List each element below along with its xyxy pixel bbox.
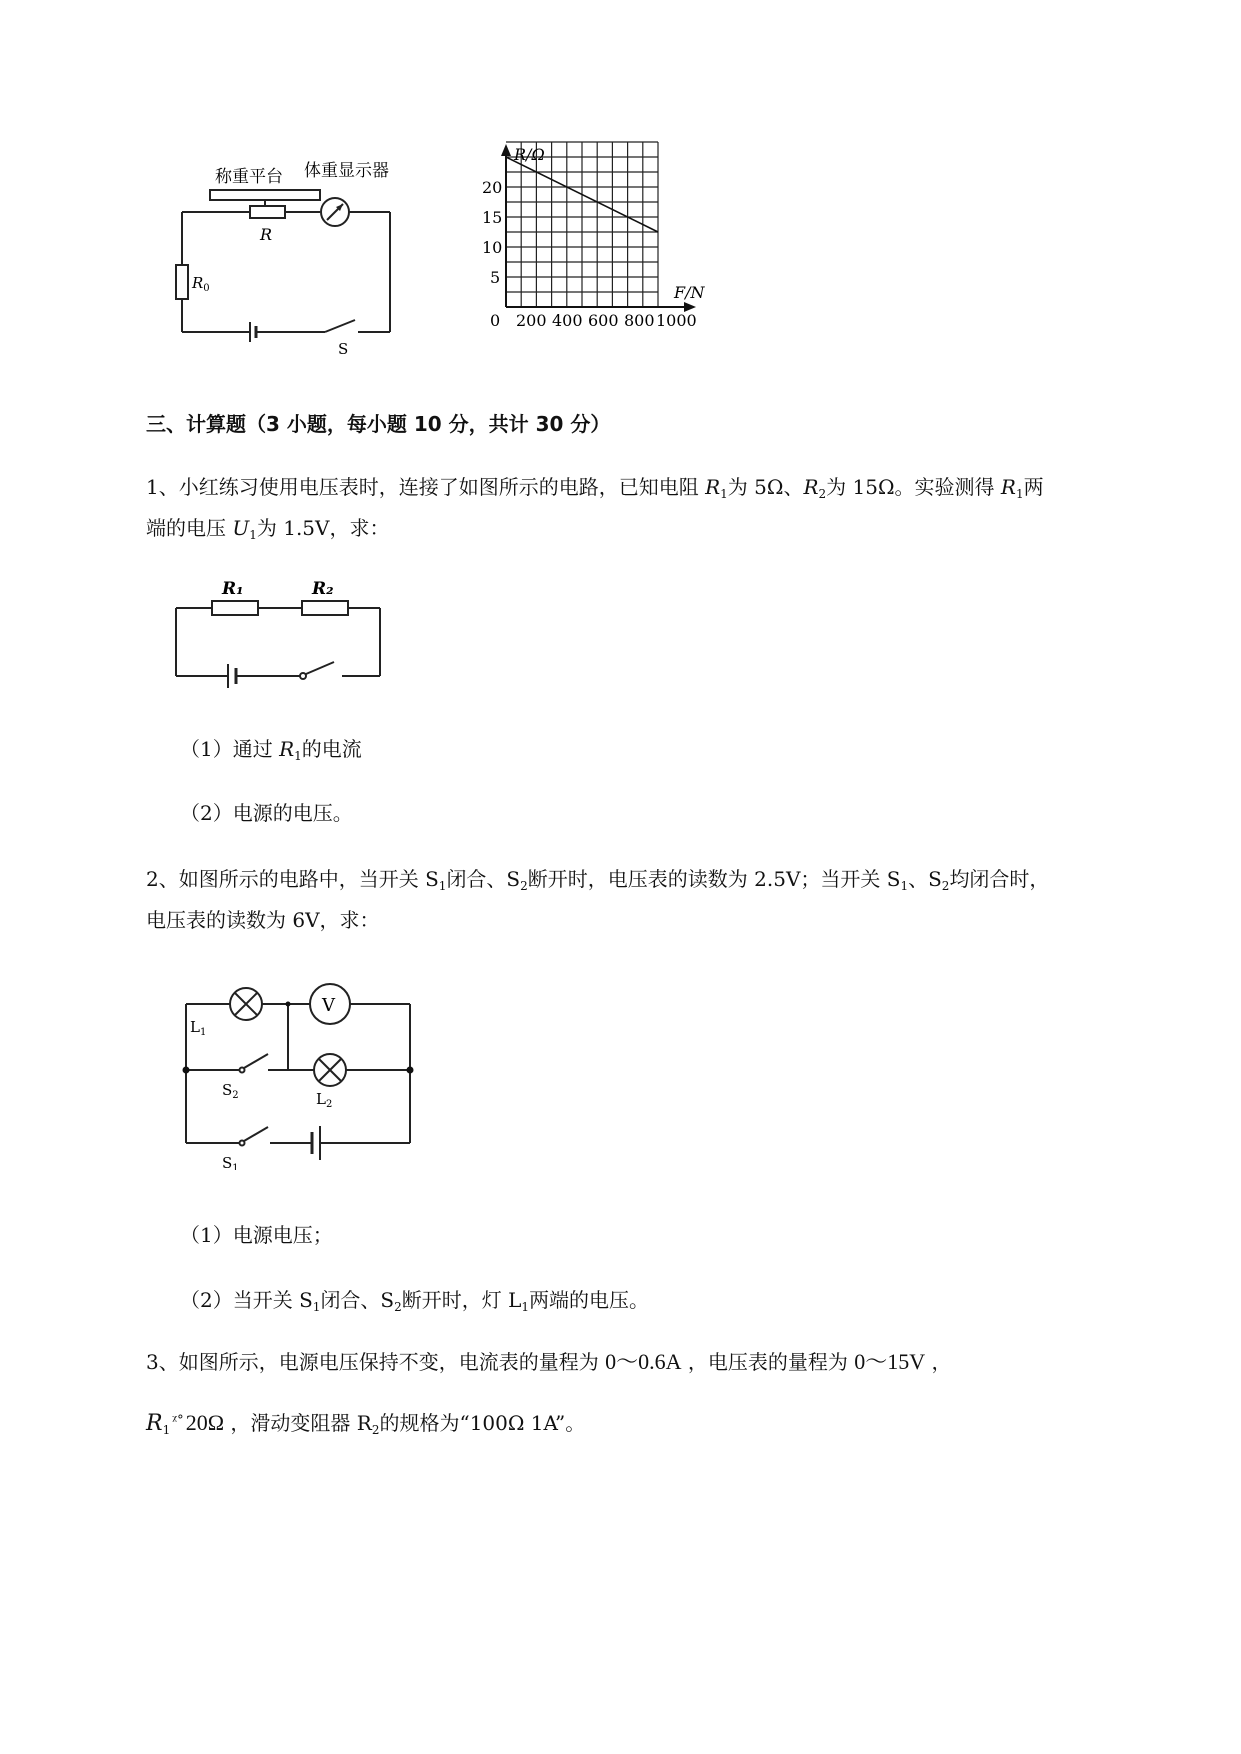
platform-label: 称重平台 [215,167,283,187]
series-circuit-diagram [170,570,390,690]
y-tick-10: 10 [482,238,503,257]
fig-r1-label: R₁ [222,579,244,599]
x-tick-200: 200 [516,311,547,330]
x-tick-800: 800 [624,311,655,330]
fig-s1-label: $S_1$ [222,1154,239,1170]
question-2-part-2: （2）当开关 $S_1$闭合、$S_2$断开时，灯 $L_1$两端的电压。 [180,1288,650,1314]
y-axis-arrow-icon [501,144,511,156]
question-3-line-1: 3、如图所示，电源电压保持不变，电流表的量程为 0～0.6A ，电压表的量程为 0～15V ， [146,1349,952,1374]
question-1-line-1: 1、小红练习使用电压表时，连接了如图所示的电路，已知电阻 $R_1$为 5Ω、$R_2$为 15Ω。实验测得 $R_1$两 [146,475,1044,501]
question-1-line-2: 端的电压 $U_1$为 1.5V，求： [146,516,390,542]
voltage-range: 0～15V [854,1349,926,1374]
question-1-part-1: （1）通过 $R_1$的电流 [180,737,362,763]
x-axis-label: F/N [674,283,705,302]
question-3-line-2: $R_1^{ᵡ^\circ}20\Omega$ ，滑动变阻器 $R_2$的规格为“100Ω 1A”。 [146,1410,586,1437]
lamp-circuit-diagram [170,980,430,1170]
question-2-line-2: 电压表的读数为 6V，求： [146,908,380,932]
section-title: 三、计算题（3 小题，每小题 10 分，共计 30 分） [146,412,611,436]
fig-s2-label: $S_2$ [222,1081,239,1101]
question-2-line-1: 2、如图所示的电路中，当开关 $S_1$闭合、$S_2$断开时，电压表的读数为 2.5V；当开关 $S_1$、$S_2$均闭合时， [146,867,1050,893]
question-2-part-1: （1）电源电压； [180,1223,333,1247]
fig-l1-label: $L_1$ [190,1018,207,1038]
y-tick-15: 15 [482,208,503,227]
fig-l2-label: $L_2$ [316,1090,333,1110]
question-1-part-2: （2）电源的电压。 [180,801,353,825]
question-2-text [146,862,1136,937]
origin-label: 0 [490,311,501,330]
equals-glyph: ᵡ° [172,1413,184,1428]
fig-v-label: V [322,995,335,1016]
r-f-graph [460,140,740,370]
r-label: R [260,225,273,244]
display-label: 体重显示器 [304,161,389,181]
switch-label: S [338,340,349,358]
y-tick-5: 5 [490,268,501,287]
fig-r2-label: R₂ [312,579,334,599]
r0-label: $R_0$ [192,274,210,294]
x-tick-1000: 1000 [656,311,697,330]
x-tick-400: 400 [552,311,583,330]
question-1-text [146,470,1136,552]
x-tick-600: 600 [588,311,619,330]
current-range: 0～0.6A [605,1349,682,1374]
weighing-circuit-diagram [170,160,450,360]
y-tick-20: 20 [482,178,503,197]
y-axis-label: R/Ω [514,145,545,164]
